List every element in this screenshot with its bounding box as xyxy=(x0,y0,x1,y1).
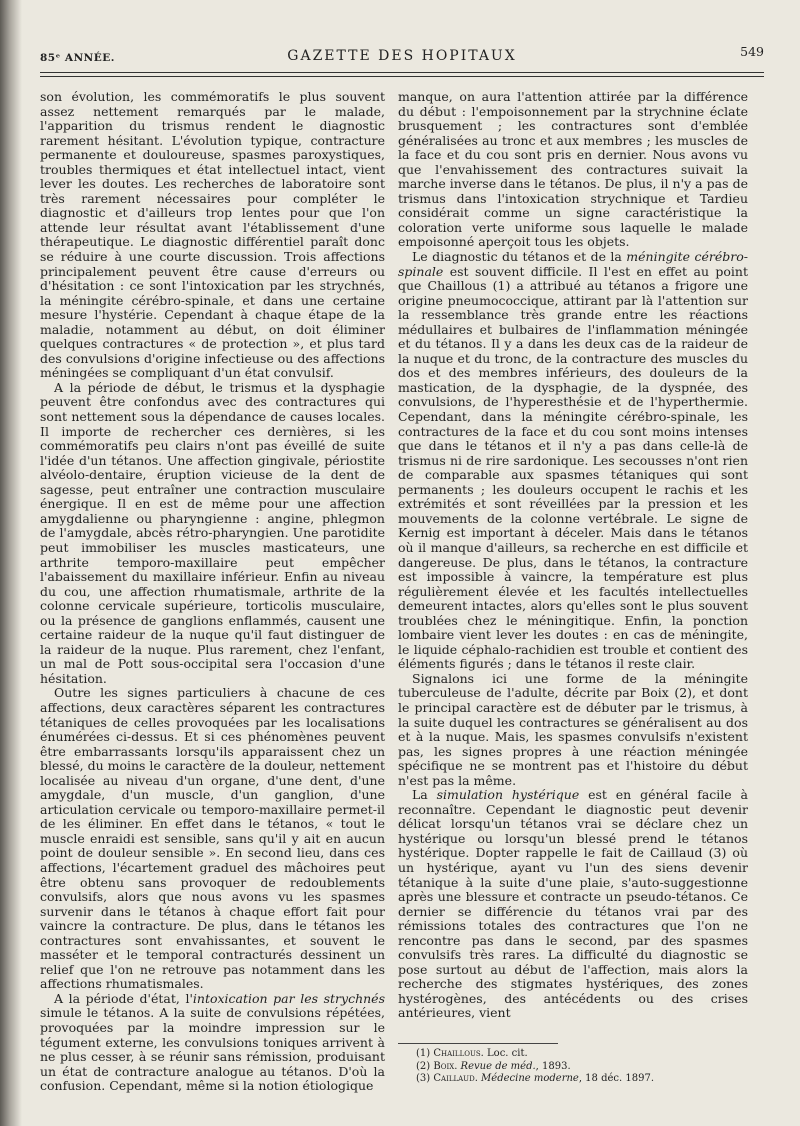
paragraph: manque, on aura l'attention attirée par la différence du début : l'empoisonnement par la strychnine éclate brusquement ; les contractures sont d'emblée généralisées au tronc et aux membres ; les muscles de la face et du cou sont pris en dernier. Nous avons vu que l'envahissement des contractures suivait la marche inverse dans le tétanos. De plus, il n'y a pas de trismus dans l'intoxication strychnique et Tardieu considérait comme un signe caractéristique la coloration verte uniforme sous laquelle le malade empoisonné aperçoit tous les objets. xyxy=(398,89,748,250)
text-run: simule le tétanos. A la suite de convulsions répétées, provoquées par la moindre impression sur le tégument externe, les convulsions toniques arrivent à ne plus cesser, à se réunir sans rémission, produisant un état de contracture analogue au tétanos. D'où la confusion. Cependant, même si la notion étiologique xyxy=(40,1005,385,1094)
text-run: A la période d'état, l' xyxy=(54,990,193,1006)
emphasis-text: intoxication par les strychnés xyxy=(192,990,385,1006)
text-run: est en général facile à reconnaître. Cependant le diagnostic peut devenir délicat lorsqu'un tétanos vrai se déclare chez un hystérique ou lorsqu'un blessé prend le tétanos hystérique. Dopter rappelle le fait de Caillaud (3) où un hystérique, ayant vu l'un des siens devenir tétanique à la suite d'une plaie, s'auto-suggestionne après une blessure et contracte un pseudo-tétanos. Ce dernier se différencie du tétanos vrai par des rémissions totales des contractures que l'on ne rencontre pas dans le second, par des spasmes convulsifs très rares. La difficulté du diagnostic se pose surtout au début de l'affection, mais alors la recherche des stigmates hystériques, des zones hystérogènes, des antécédents ou des crises antérieures, vient xyxy=(398,787,748,1021)
right-column xyxy=(398,90,748,1086)
paragraph xyxy=(398,250,748,672)
footnotes xyxy=(398,1043,748,1086)
paragraph: Signalons ici une forme de la méningite tuberculeuse de l'adulte, décrite par Boix (2), et dont le principal caractère est de débuter par le trismus, à la suite duquel les contractures se généralisent au dos et à la nuque. Mais, les spasmes convulsifs n'existent pas, les signes propres à une réaction méningée spécifique ne se montrent pas et l'histoire du début n'est pas la même. xyxy=(398,670,748,788)
page-number: 549 xyxy=(740,44,764,59)
footnote: (1) Chaillous. Loc. cit. xyxy=(416,1048,528,1059)
paragraph: Outre les signes particuliers à chacune de ces affections, deux caractères séparent les contractures tétaniques de celles provoquées par les localisations énumérées ci-dessus. Et si ces phénomènes peuvent être embarrassants lorsqu'ils apparaissent chez un blessé, du moins le caractère de la douleur, nettement localisée au niveau d'un organe, d'une dent, d'une amygdale, d'un muscle, d'un ganglion, d'une articulation cervicale ou temporo-maxillaire permet-il de les éliminer. En effet dans le tétanos, « tout le muscle enraidi est sensible, sans qu'il y ait en aucun point de douleur sensible ». En second lieu, dans ces affections, l'écartement graduel des mâchoires peut être obtenu sans provoquer de redoublements convulsifs, alors que nous avons vu les spasmes survenir dans le tétanos à chaque effort fait pour vaincre la contracture. De plus, dans le tétanos les contractures sont envahissantes, et souvent le masséter et le temporal contracturés dessinent un relief que l'on ne retrouve pas notamment dans les affections rhumatismales. xyxy=(40,685,386,992)
year-label: 85ᵉ ANNÉE. xyxy=(40,52,115,64)
page-header xyxy=(40,40,764,70)
text-run: Le diagnostic du tétanos et de la xyxy=(412,249,627,265)
paragraph: A la période de début, le trismus et la dysphagie peuvent être confondus avec des contractures qui sont nettement sous la dépendance de causes locales. Il importe de rechercher ces dernières, si les commémoratifs peu clairs n'ont pas éveillé de suite l'idée d'un tétanos. Une affection gingivale, périostite alvéolo-dentaire, éruption vicieuse de la dent de sagesse, peut entraîner une contraction musculaire énergique. Il en est de même pour une affection amygdalienne ou pharyngienne : angine, phlegmon de l'amygdale, abcès rétro-pharyngien. Une parotidite peut immobiliser les muscles masticateurs, une arthrite temporo-maxillaire peut empêcher l'abaissement du maxillaire inférieur. Enfin au niveau du cou, une affection rhumatismale, arthrite de la colonne cervicale supérieure, torticolis musculaire, ou la présence de ganglions enflammés, causent une certaine raideur de la nuque qu'il faut distinguer de la raideur de la nuque. Plus rarement, chez l'enfant, un mal de Pott sous-occipital sera l'occasion d'une hésitation. xyxy=(40,379,385,686)
paragraph xyxy=(398,788,748,1021)
left-column xyxy=(40,90,385,1094)
paragraph: son évolution, les commémoratifs le plus souvent assez nettement remarqués par le malade, l'apparition du trismus rendent le diagnostic rarement hésitant. L'évolution typique, contracture permanente et douloureuse, spasmes paroxystiques, troubles thermiques et état intellectuel intact, vient lever les doutes. Les recherches de laboratoire sont très rarement nécessaires pour compléter le diagnostic et d'ailleurs trop lentes pour que l'on attende leur résultat avant l'établissement d'une thérapeutique. Le diagnostic différentiel paraît donc se réduire à une courte discussion. Trois affections principalement peuvent être cause d'erreurs ou d'hésitation : ce sont l'intoxication par les strychnés, la méningite cérébro-spinale, et dans une certaine mesure l'hystérie. Cependant à chaque étape de la maladie, notamment au début, on doit éliminer quelques contractures « de protection », et plus tard des convulsions d'origine infectieuse ou des affections méningées se compliquant d'un état convulsif. xyxy=(40,89,385,381)
text-run: est souvent difficile. Il l'est en effet au point que Chaillous (1) a attribué au tétanos a frigore une origine pneumococcique, attirant par là l'attention sur la ressemblance très grande entre les réactions médullaires et bulbaires de l'inflammation méningée et du tétanos. Il y a dans les deux cas de la raideur de la nuque et du tronc, de la contracture des muscles du dos et des membres inférieurs, des douleurs de la mastication, de la dysphagie, de la dyspnée, des convulsions, de l'hyperesthésie et de l'hyperthermie. Cependant, dans la méningite cérébro-spinale, les contractures de la face et du cou sont moins intenses que dans le tétanos et il n'y a pas dans celle-là de trismus ni de rire sardonique. Les secousses n'ont rien de comparable aux spasmes tétaniques qui sont permanents ; les douleurs occupent le rachis et les extrémités et sont réveillées par la pression et les mouvements de la colonne vertébrale. Le signe de Kernig est important à déceler. Mais dans le tétanos où il manque d'ailleurs, sa recherche en est difficile et dangereuse. De plus, dans le tétanos, la contracture est impossible à vaincre, la température est plus régulièrement élevée et les facultés intellectuelles demeurent intactes, alors qu'elles sont le plus souvent troublées chez le méningitique. Enfin, la ponction lombaire vient lever les doutes : en cas de méningite, le liquide céphalo-rachidien est trouble et contient des éléments figurés ; dans le tétanos il reste clair. xyxy=(398,263,748,672)
emphasis-text: méningite cérébro-spinale xyxy=(398,249,748,279)
journal-title: GAZETTE DES HOPITAUX xyxy=(287,48,517,64)
footnote: (2) Boix. Revue de méd., 1893. xyxy=(416,1060,571,1072)
footnote-rule xyxy=(398,1043,558,1044)
header-rule-top xyxy=(40,72,764,73)
page-binding-edge xyxy=(0,0,22,1126)
text-run: La xyxy=(412,787,437,803)
emphasis-text: simulation hystérique xyxy=(436,787,580,803)
footnote: (3) Caillaud. Médecine moderne, 18 déc. 1897. xyxy=(416,1073,654,1084)
header-rule-bottom xyxy=(40,76,764,77)
paragraph xyxy=(40,992,385,1094)
